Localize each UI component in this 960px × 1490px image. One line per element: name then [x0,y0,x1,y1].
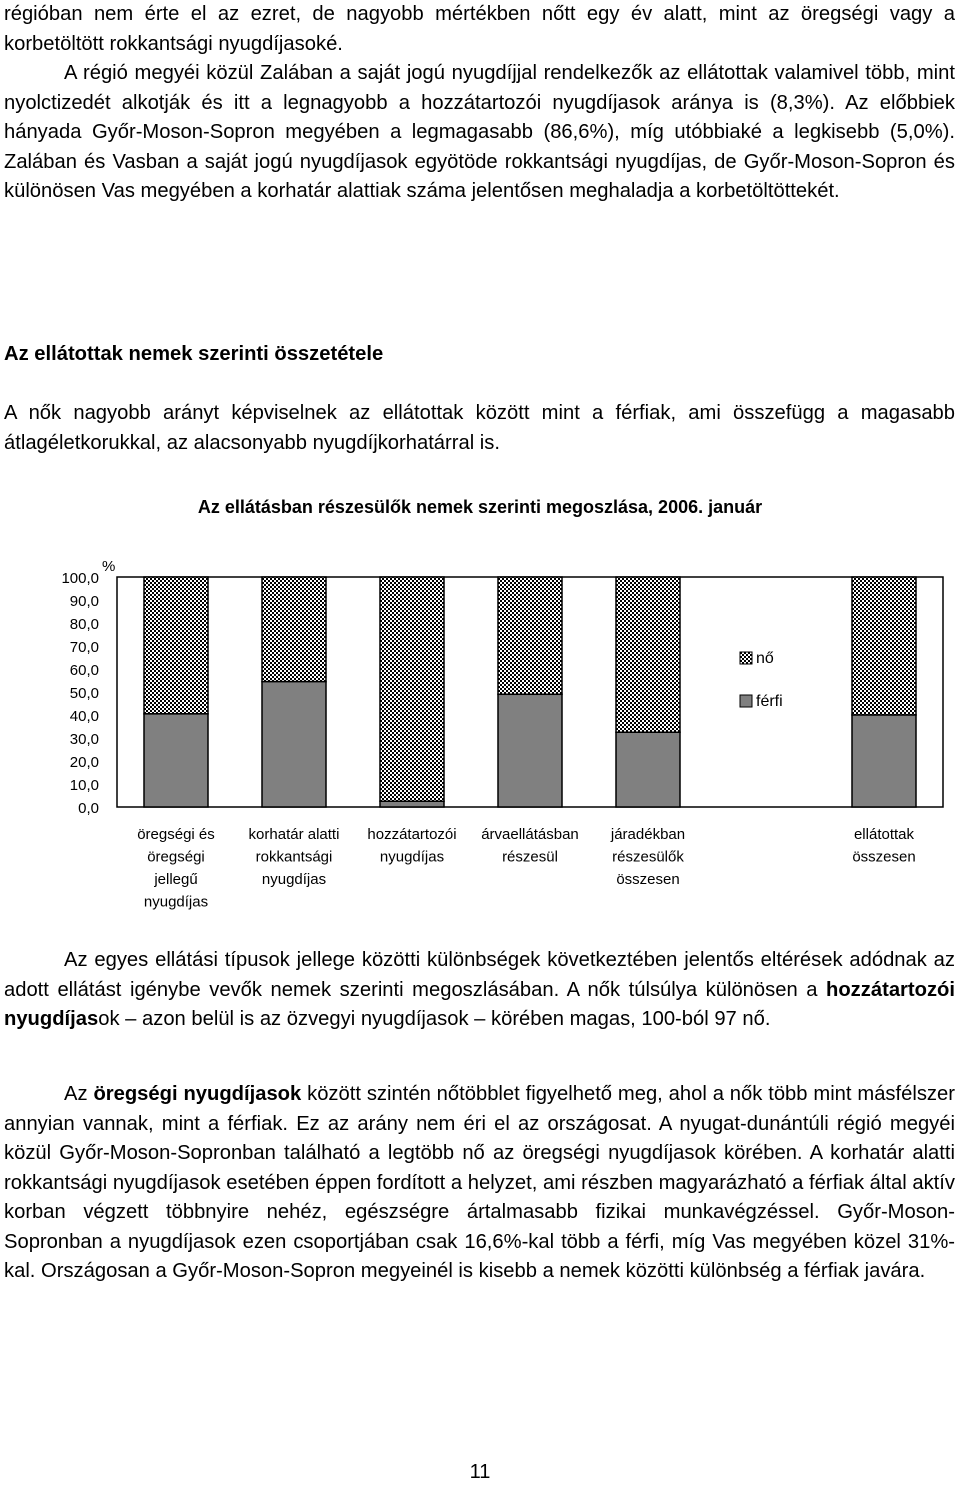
bar-male [852,715,916,807]
bar-female [852,577,916,715]
x-category-label: összesen [616,871,680,888]
y-tick-label: 50,0 [69,685,99,702]
x-category-label: járadékban [610,826,686,843]
x-category-label: öregségi [147,848,205,866]
x-category-label: jellegű [154,871,198,888]
paragraph-differences-end: ok – azon belül is az özvegyi nyugdíjasok – körében magas, 100-ból 97 nő. [98,1008,771,1030]
bar-female [262,577,326,682]
bar-male [498,694,562,807]
bar-female [144,577,208,714]
bar-male [262,682,326,807]
paragraph-region: A régió megyéi közül Zalában a saját jogú nyugdíjjal rendelkezők az ellátottak valamivel több, mint nyolctizedét alkotják és itt a legnagyobb a hozzátartozói nyugdíjasok aránya is (8,3%). Az előbbiek hányada Győr-Moson-Sopron megyében a legmagasabb (86,6%), míg utóbbiaké a legkisebb (5,0%). Zalában és Vasban a saját jogú nyugdíjasok egyötöde rokkantsági nyugdíjas, de Győr-Moson-Sopron és különösen Vas megyében a korhatár alattiak száma jelentősen meghaladja a korbetöltöttekét. [4,62,955,202]
paragraph-old-age [4,1080,955,1287]
x-category-label: öregségi és [137,826,215,843]
y-tick-label: 20,0 [69,754,99,771]
x-category-label: nyugdíjas [379,848,445,866]
paragraph-gender: A nők nagyobb arányt képviselnek az ellátottak között mint a férfiak, ami összefügg a magasabb átlagéletkorukkal, az alacsonyabb nyugdíjkorhatárral is. [4,402,955,454]
page-number: 11 [469,1461,491,1483]
y-tick-label: 30,0 [69,731,99,748]
x-category-label: összesen [852,848,916,866]
x-category-label: nyugdíjas [261,871,327,888]
bar-male [144,714,208,807]
x-category-label: részesülők [612,848,684,866]
y-tick-label: 80,0 [69,616,99,633]
chart-title: Az ellátásban részesülők nemek szerinti megoszlása, 2006. január [197,497,763,517]
x-category-label: árvaellátásban [481,826,579,843]
legend-swatch [740,695,752,707]
y-tick-label: 70,0 [69,639,99,656]
x-category-label: nyugdíjas [143,893,209,911]
paragraph-old-age-bold: öregségi nyugdíjasok [93,1083,302,1105]
x-category-label: rokkantsági [255,848,333,866]
paragraph-differences [4,946,955,1035]
y-tick-label: 60,0 [69,662,99,679]
section-heading: Az ellátottak nemek szerinti összetétele [4,343,384,365]
bar-male [616,732,680,807]
legend-label: nő [756,650,774,667]
x-category-label: részesül [502,848,558,866]
paragraph-differences-text: Az egyes ellátási típusok jellege közötti különbségek következtében jelentős eltérések adódnak az adott ellátást igénybe vevők nemek szerinti megoszlásában. A nők túlsúlya különösen a [4,949,955,1001]
x-category-label: ellátottak [853,826,915,843]
bar-male [380,801,444,807]
y-tick-label: 90,0 [69,593,99,610]
x-category-label: hozzátartozói [367,826,457,843]
y-tick-label: 40,0 [69,708,99,725]
y-tick-label: 0,0 [78,800,99,817]
bar-female [498,577,562,694]
legend-label: férfi [756,693,783,710]
paragraph-differences-bold: hozzátartozói nyugdíjas [4,978,955,1030]
legend-swatch [740,652,752,664]
paragraph-old-age-end: között szintén nőtöbblet figyelhető meg, ahol a nők több mint másfélszer annyian vannak, mint a férfiak. Ez az arány nem éri el az országosat. A nyugat-dunántúli régió megyéi közül Győr-Moson-Sopronban található a legtöbb nő az öregségi nyugdíjasok körében. A korhatár alatti rokkantsági nyugdíjasok esetében éppen fordított a helyzet, ami részben magyarázható a férfiak által aktív korban végzett többnyire nehéz, egészségre ártalmasabb fizikai munkavégzéssel. Győr-Moson-Sopronban a nyugdíjasok ezen csoportjában csak 16,6%-kal több a férfi, míg Vas megyében közel 31%-kal. Országosan a Győr-Moson-Sopron megyeinél is kisebb a nemek közötti különbség a férfiak javára. [4,1083,955,1282]
x-category-label: korhatár alatti [248,826,340,843]
paragraph-old-age-start: Az [64,1083,94,1105]
paragraph-intro: régióban nem érte el az ezret, de nagyobb mértékben nőtt egy év alatt, mint az öregségi vagy a korbetöltött rokkantsági nyugdíjasoké. [4,3,955,55]
bar-female [616,577,680,732]
y-axis-unit: % [102,558,116,575]
y-tick-label: 10,0 [69,777,99,794]
y-tick-label: 100,0 [61,570,99,587]
bar-female [380,577,444,801]
